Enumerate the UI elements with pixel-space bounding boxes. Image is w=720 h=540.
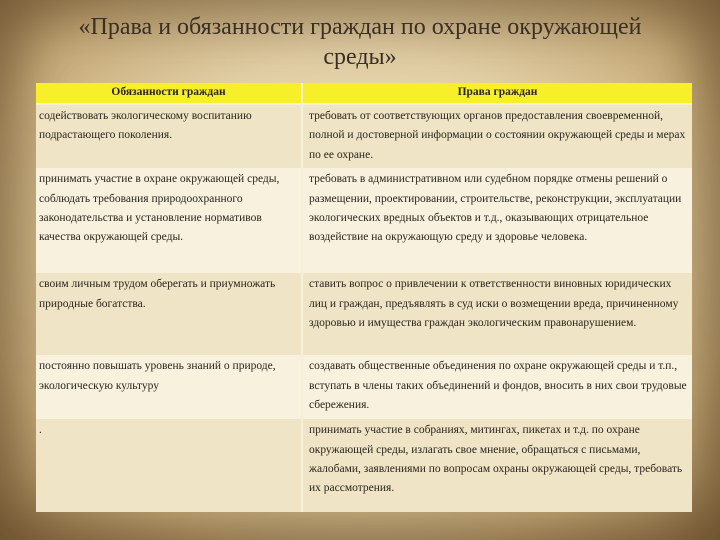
table-row [36, 419, 692, 512]
right-cell: требовать в административном или судебном порядке отмены решений о размещении, проектировании, строительстве, реконструкции, эксплуатации экологических вредных объектов и т.д., оказывающих отрицательное воздействие на окружающую среду и здоровье человека. [302, 168, 692, 273]
duty-cell: принимать участие в охране окружающей среды, соблюдать требования природоохранного законодательства и установление нормативов качества окружающей среды. [36, 168, 302, 273]
duty-cell: . [36, 419, 302, 512]
header-duties: Обязанности граждан [36, 83, 302, 104]
duty-cell: содействовать экологическому воспитанию подрастающего поколения. [36, 104, 302, 168]
right-cell: создавать общественные объединения по охране окружающей среды и т.п., вступать в члены таких объединений и фондов, вносить в них свои трудовые сбережения. [302, 355, 692, 419]
rights-duties-table [36, 83, 692, 512]
table-row [36, 104, 692, 168]
duty-cell: своим личным трудом оберегать и приумножать природные богатства. [36, 273, 302, 355]
duty-cell: постоянно повышать уровень знаний о природе, экологическую культуру [36, 355, 302, 419]
page-title: «Права и обязанности граждан по охране окружающей среды» [78, 14, 642, 70]
header-rights: Права граждан [302, 83, 692, 104]
table-row [36, 168, 692, 273]
table-row [36, 355, 692, 419]
table-row [36, 273, 692, 355]
right-cell: ставить вопрос о привлечении к ответственности виновных юридических лиц и граждан, предъявлять в суд иски о возмещении вреда, причиненному здоровью и имущества граждан экологическим правонарушением. [302, 273, 692, 355]
right-cell: требовать от соответствующих органов предоставления своевременной, полной и достоверной информации о состоянии окружающей среды и мерах по ее охране. [302, 104, 692, 168]
table-header-row [36, 83, 692, 104]
right-cell: принимать участие в собраниях, митингах, пикетах и т.д. по охране окружающей среды, излагать свое мнение, обращаться с письмами, жалобами, заявлениями по вопросам охраны окружающей среды, требовать их рассмотрения. [302, 419, 692, 512]
